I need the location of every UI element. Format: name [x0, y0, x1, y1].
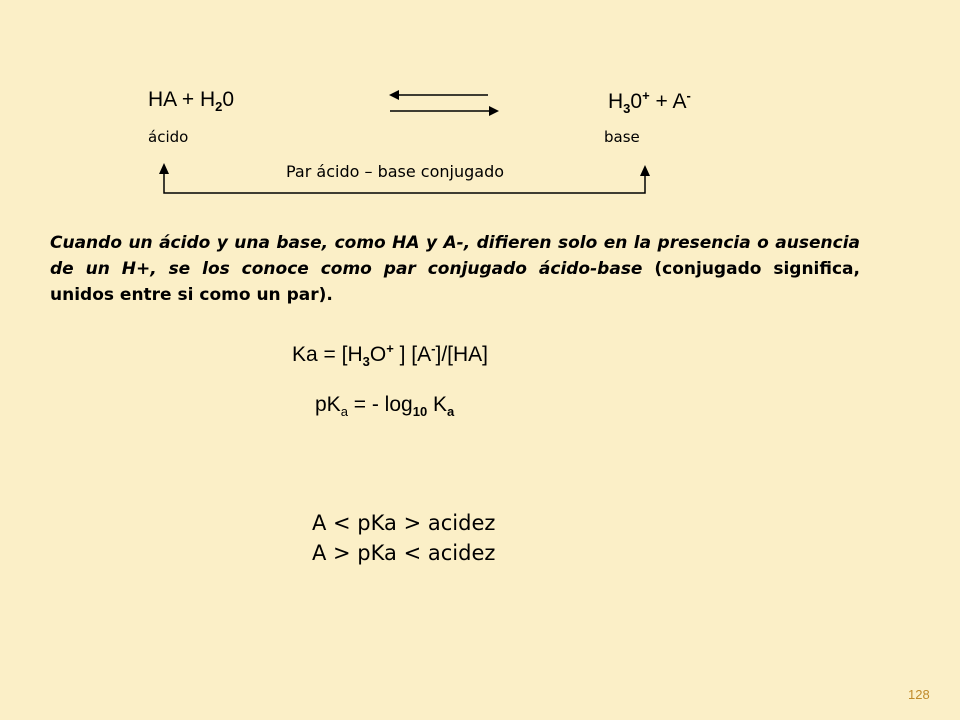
page-number: 128 [908, 687, 930, 702]
subscript: a [447, 404, 455, 419]
definition-plain-text: (conjugado significa, unidos entre si como un par). [50, 259, 860, 305]
reactant-text: HA + H [148, 88, 216, 111]
pka-text: K [427, 393, 448, 416]
superscript: + [386, 341, 394, 356]
acidity-rule-1: A < pKa > acidez [312, 511, 496, 535]
products [608, 88, 691, 116]
definition-italic-text: Cuando un ácido y una base, como HA y A-, difieren solo en la presencia o ausencia de un H+, se los conoce como par conjugado ácido-base [50, 233, 860, 279]
ka-text: ] [A [393, 343, 432, 366]
product-text: 0 [630, 90, 643, 113]
reactants [148, 88, 234, 114]
subscript: 3 [623, 101, 631, 116]
pka-equation [315, 393, 454, 419]
ka-text: O [369, 343, 387, 366]
definition-paragraph [50, 230, 860, 308]
conjugate-pair-label: Par ácido – base conjugado [286, 162, 505, 181]
superscript: - [431, 341, 436, 356]
product-text: H [608, 90, 624, 113]
ka-text: ]/[HA] [435, 343, 489, 366]
subscript: 3 [362, 354, 370, 369]
product-text: + A [649, 90, 687, 113]
ka-text: Ka = [H [292, 343, 363, 366]
base-label: base [604, 128, 640, 146]
acidity-rule-2: A > pKa < acidez [312, 541, 496, 565]
equilibrium-arrows-icon [389, 90, 499, 116]
subscript: a [340, 404, 348, 419]
superscript: - [686, 88, 691, 103]
superscript: + [642, 88, 650, 103]
acid-label: ácido [148, 128, 189, 146]
ka-equation [292, 341, 488, 369]
pka-text: = - log [347, 393, 413, 416]
pka-text: pK [315, 393, 341, 416]
reactant-text: 0 [222, 88, 235, 111]
subscript: 10 [412, 404, 428, 419]
subscript: 2 [215, 99, 223, 114]
